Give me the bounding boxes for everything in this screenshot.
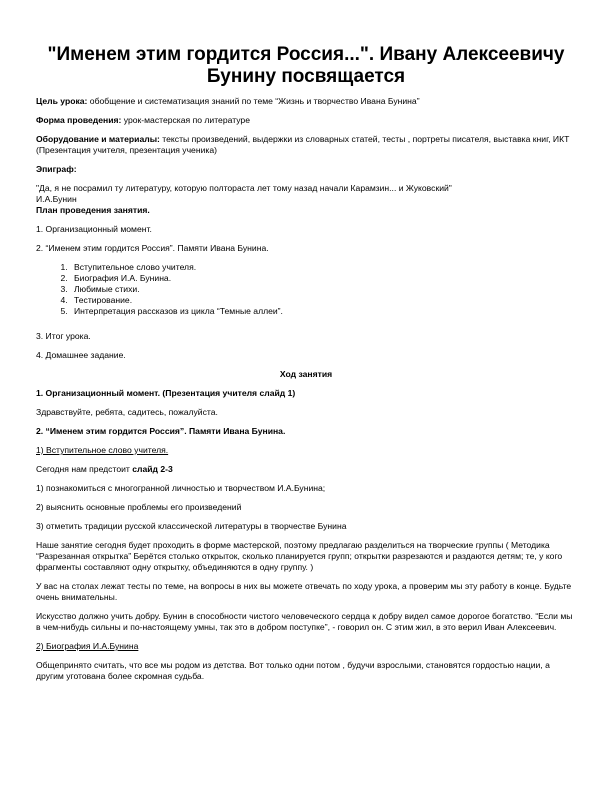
lesson-form-label: Форма проведения:: [36, 115, 122, 125]
plan-item-2: 2. “Именем этим гордится Россия”. Памяти Ивана Бунина.: [36, 243, 269, 253]
goal-3: 3) отметить традиции русской классической литературы в творчестве Бунина: [36, 521, 347, 531]
slide-ref: слайд 2-3: [132, 464, 173, 474]
plan-item-1: 1. Организационный момент.: [36, 224, 152, 234]
plan-item-3: 3. Итог урока.: [36, 331, 91, 341]
subsection-intro: 1) Вступительное слово учителя.: [36, 445, 169, 455]
page-title: "Именем этим гордится Россия...". Ивану Алексеевичу Бунину посвящается: [47, 44, 565, 87]
goal-2: 2) выяснить основные проблемы его произведений: [36, 502, 242, 512]
plan-subitem: 2. Биография И.А. Бунина.: [70, 273, 576, 284]
paragraph-childhood: Общепринято считать, что все мы родом из детства. Вот только одни потом , будучи взрослыми, становятся гордостью нации, а другим уготована более скромная судьба.: [36, 660, 550, 681]
lesson-goal-text: обобщение и систематизация знаний по теме “Жизнь и творчество Ивана Бунина”: [87, 96, 420, 106]
equipment-label: Оборудование и материалы:: [36, 134, 160, 144]
plan-subitem: 4. Тестирование.: [70, 295, 576, 306]
epigraph-quote: "Да, я не посрамил ту литературу, которую полтораста лет тому назад начали Карамзин... и Жуковский": [36, 183, 452, 193]
section-2-heading: 2. “Именем этим гордится Россия”. Памяти Ивана Бунина.: [36, 426, 286, 436]
course-heading: Ход занятия: [279, 369, 333, 379]
lesson-form: [36, 115, 576, 126]
section-1-heading: 1. Организационный момент. (Презентация учителя слайд 1): [36, 388, 296, 398]
plan-subitem: 1. Вступительное слово учителя.: [70, 262, 576, 273]
plan-subitem: 3. Любимые стихи.: [70, 284, 576, 295]
greeting: Здравствуйте, ребята, садитесь, пожалуйста.: [36, 407, 218, 417]
equipment-text: тексты произведений, выдержки из словарных статей, тесты , портреты писателя, выставка книг, ИКТ (Презентация учителя, презентация ученика): [36, 134, 570, 155]
epigraph-author: И.А.Бунин: [36, 194, 77, 204]
document-page: [36, 44, 576, 682]
lesson-goal: [36, 96, 576, 107]
subsection-biography: 2) Биография И.А.Бунина: [36, 641, 139, 651]
goal-1: 1) познакомиться с многогранной личностью и творчеством И.А.Бунина;: [36, 483, 326, 493]
plan-heading: План проведения занятия.: [36, 205, 150, 215]
paragraph-art: Искусство должно учить добру. Бунин в способности чистого человеческого сердца к добру видел самое дорогое богатство. “Если мы в чем-нибудь сильны и по-настоящему умны, так это в добром поступке”, - говорил он. С этим жил, в это верил Иван Алексеевич.: [36, 611, 573, 632]
plan-sublist: [36, 262, 576, 317]
plan-subitem: 5. Интерпретация рассказов из цикла “Темные аллеи”.: [70, 306, 576, 317]
paragraph-workshop: Наше занятие сегодня будет проходить в форме мастерской, поэтому предлагаю разделиться на творческие группы ( Методика “Разрезанная открытка” Берётся столько открыток, сколько планируется групп; открытки разрезаются и раздаются детям; те, у кого фрагменты составляют одну открытку, объединяются в одну группу. ): [36, 540, 563, 572]
paragraph-tests: У вас на столах лежат тесты по теме, на вопросы в них вы можете отвечать по ходу урока, а проверим мы эту работу в конце. Будьте очень внимательны.: [36, 581, 572, 602]
lesson-form-text: урок-мастерская по литературе: [121, 115, 250, 125]
epigraph-label: Эпиграф:: [36, 164, 77, 174]
today-line: Сегодня нам предстоит слайд 2-3: [36, 464, 173, 474]
equipment: [36, 134, 576, 156]
plan-item-4: 4. Домашнее задание.: [36, 350, 126, 360]
lesson-goal-label: Цель урока:: [36, 96, 88, 106]
